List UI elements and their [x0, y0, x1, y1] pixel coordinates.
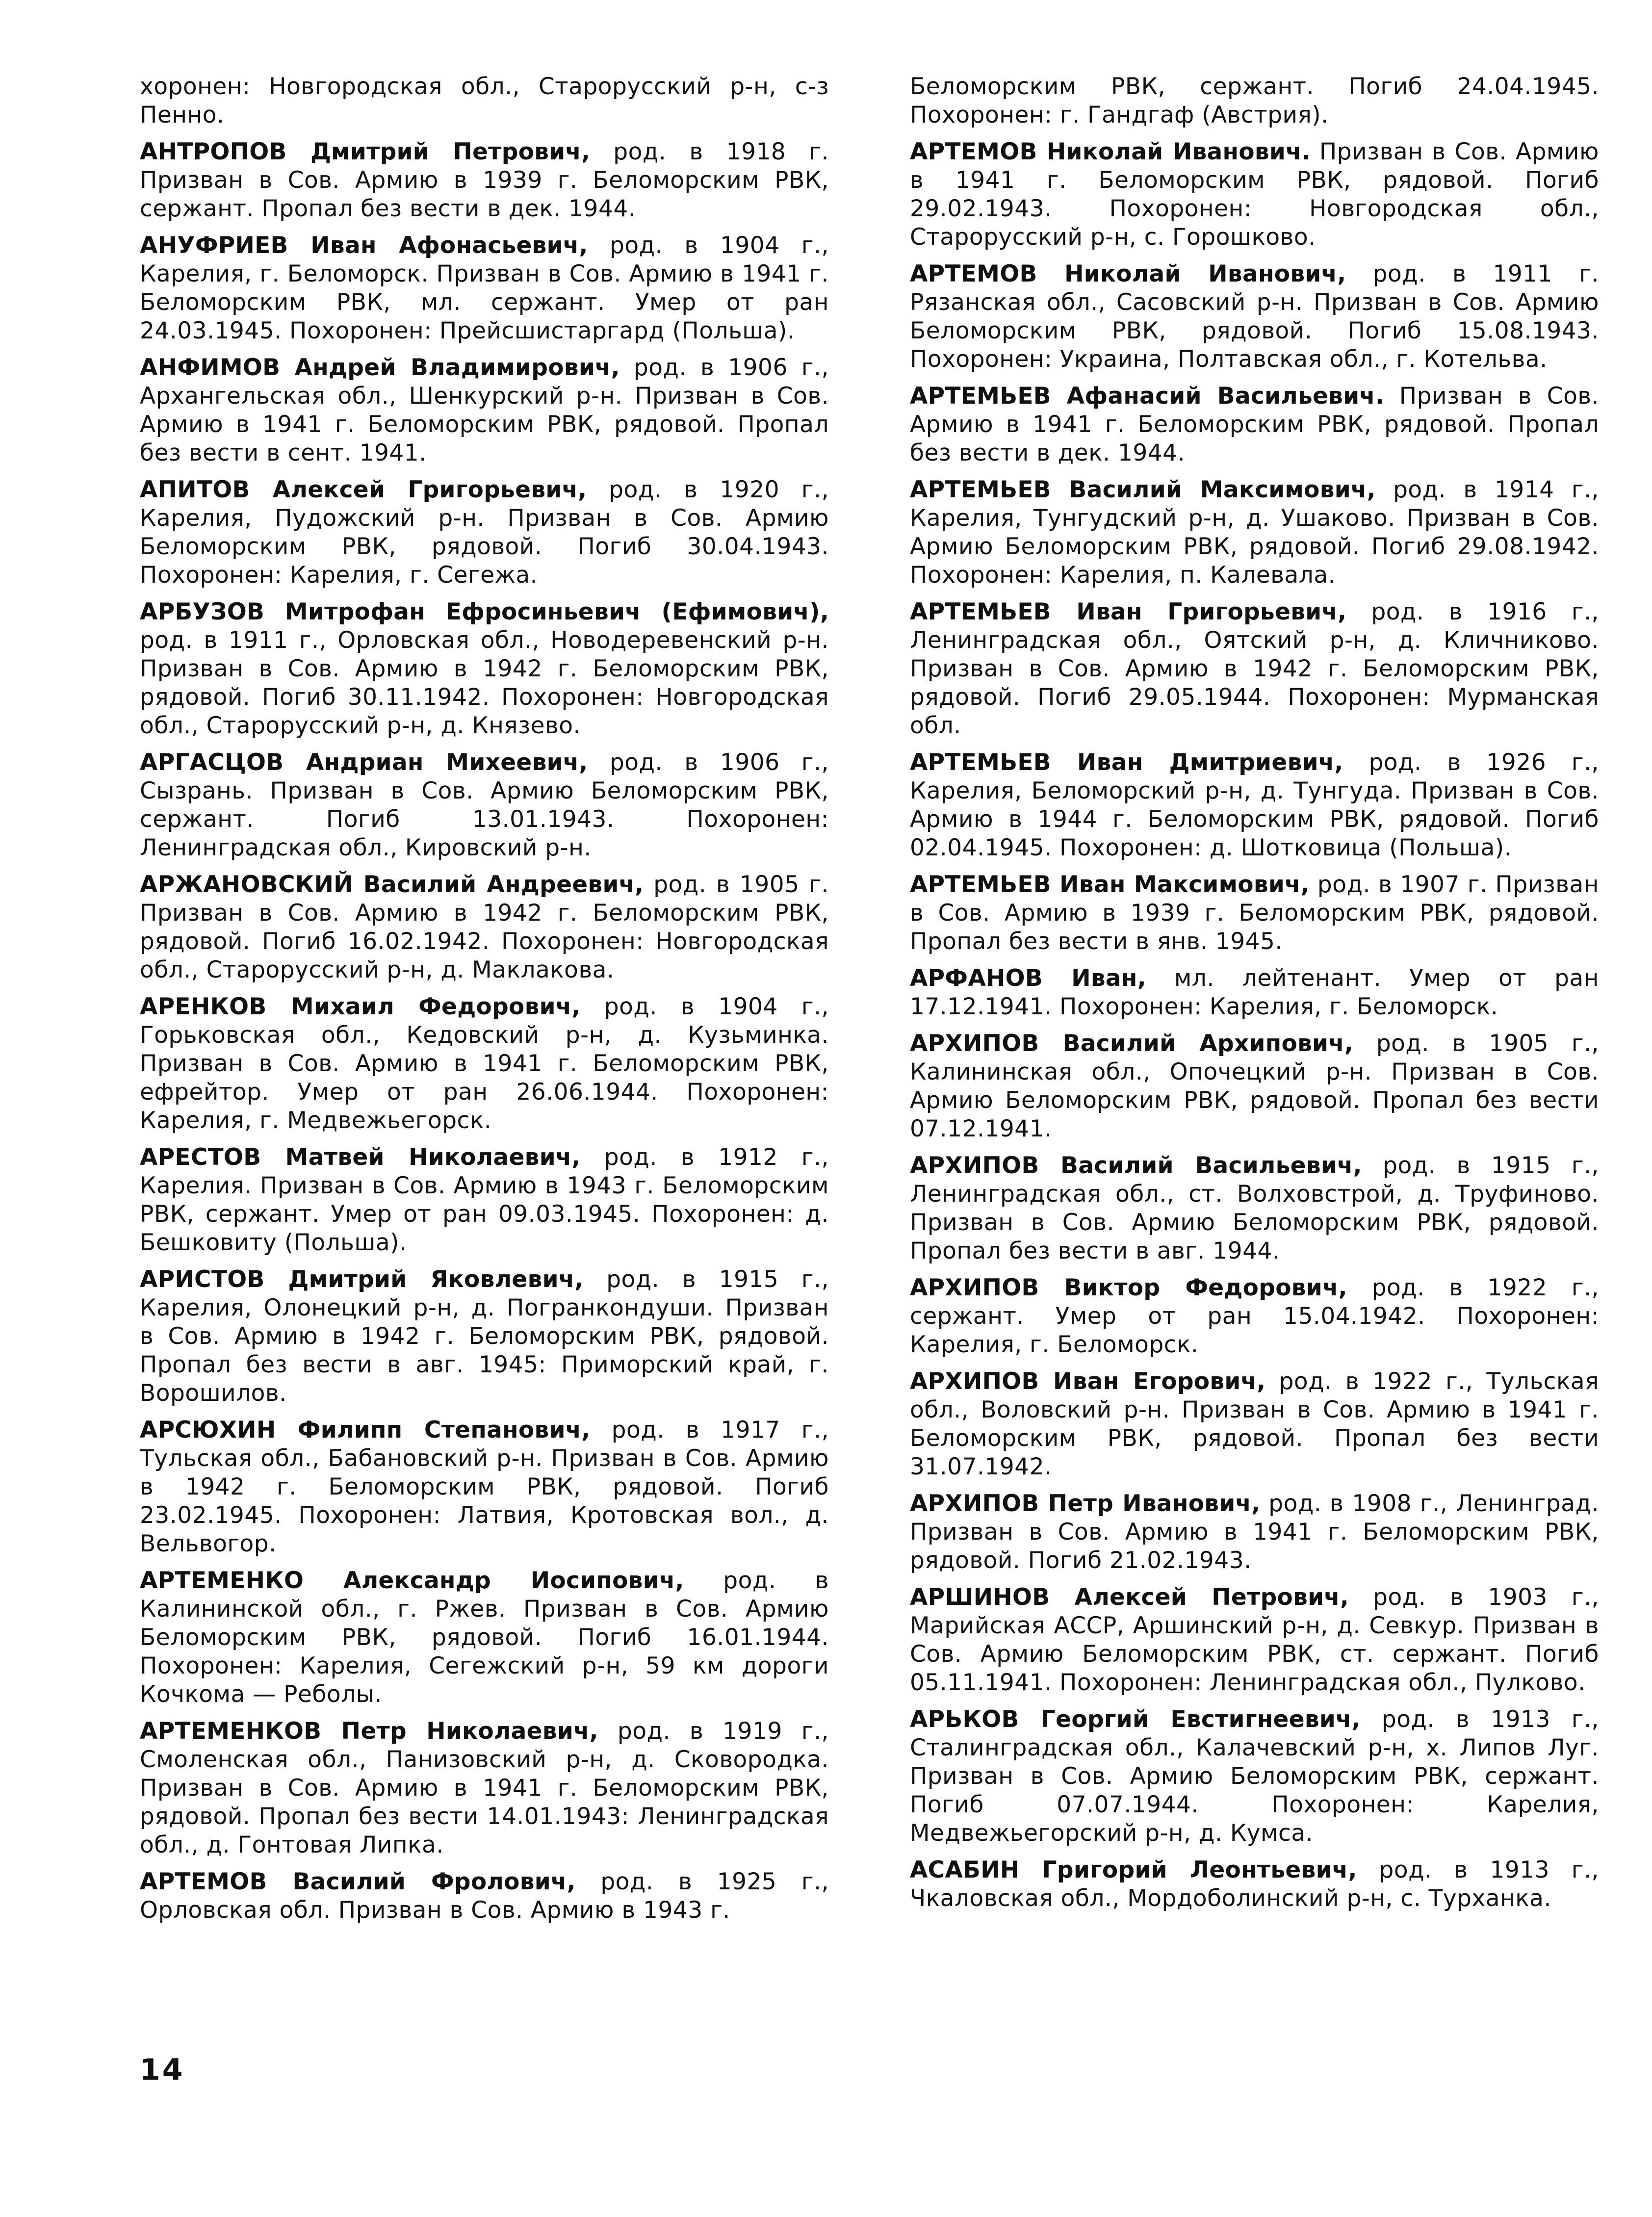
entry-text: род. в 1906 г., Сызрань. Призван в Сов. Армию Беломорским РВК, сержант. Погиб 13.01.1943. Похоронен: Ленинградская обл., Кировский р-н. [140, 749, 829, 861]
entry [910, 1856, 1599, 1913]
entry-text: род. в 1911 г. Рязанская обл., Сасовский р-н. Призван в Сов. Армию Беломорским РВК, рядовой. Погиб 15.08.1943. Похоронен: Украина, Полтавская обл., г. Котельва. [910, 260, 1600, 373]
entry-name: АРЖАНОВСКИЙ Василий Андреевич, [140, 871, 644, 898]
entry-name: АРЬКОВ Георгий Евстигнеевич, [910, 1706, 1361, 1733]
entry-text: род. в 1918 г. Призван в Сов. Армию в 1939 г. Беломорским РВК, сержант. Пропал без вести в дек. 1944. [140, 138, 829, 222]
entry-text: род. в 1925 г., Орловская обл. Призван в Сов. Армию в 1943 г. [140, 1868, 829, 1924]
entry [910, 748, 1599, 862]
entry-name: АРХИПОВ Василий Васильевич, [910, 1152, 1362, 1179]
entry-name: АРТЕМЕНКО Александр Иосипович, [140, 1567, 684, 1594]
entry-text: род. в 1911 г., Орловская обл., Новодеревенский р-н. Призван в Сов. Армию в 1942 г. Беломорским РВК, рядовой. Погиб 30.11.1942. Похоронен: Новгородская обл., Старорусский р-н, д. Князево. [140, 627, 829, 739]
entry-name: АРХИПОВ Петр Иванович, [910, 1490, 1261, 1517]
entry [140, 1416, 829, 1558]
entry [140, 138, 829, 223]
entry [910, 1274, 1599, 1359]
entry [140, 993, 829, 1135]
entry-name: АРЕСТОВ Матвей Николаевич, [140, 1144, 581, 1171]
entry-name: АРТЕМЬЕВ Афанасий Васильевич. [910, 383, 1385, 410]
entry-text: род. в 1917 г., Тульская обл., Бабановский р-н. Призван в Сов. Армию в 1942 г. Беломорским РВК, рядовой. Погиб 23.02.1945. Похоронен: Латвия, Кротовская вол., д. Вельвогор. [140, 1417, 829, 1557]
entry-name: АРТЕМОВ Николай Иванович. [910, 138, 1311, 165]
entry-text: род. в 1905 г. Призван в Сов. Армию в 1942 г. Беломорским РВК, рядовой. Погиб 16.02.1942. Похоронен: Новгородская обл., Старорусский р-н, д. Маклакова. [140, 871, 829, 983]
entry-text: Беломорским РВК, сержант. Погиб 24.04.1945. Похоронен: г. Гандгаф (Австрия). [910, 73, 1599, 129]
entry-text: род. в 1915 г., Карелия, Олонецкий р-н, д. Погранкондуши. Призван в Сов. Армию в 1942 г. Беломорским РВК, рядовой. Пропал без вести в авг. 1945: Приморский край, г. Ворошилов. [140, 1266, 829, 1407]
entry [140, 1265, 829, 1408]
entry [910, 138, 1599, 252]
entry [910, 476, 1599, 590]
entry-name: АРХИПОВ Василий Архипович, [910, 1030, 1354, 1057]
entry-name: АРСЮХИН Филипп Степанович, [140, 1417, 591, 1444]
entry [140, 1567, 829, 1709]
right-column [910, 73, 1599, 1921]
entry [910, 1583, 1599, 1697]
entry-name: АРХИПОВ Иван Егорович, [910, 1368, 1266, 1395]
entry [140, 1717, 829, 1859]
entry-name: АРТЕМЬЕВ Иван Григорьевич, [910, 598, 1347, 625]
entry-name: АРТЕМОВ Николай Иванович, [910, 260, 1346, 287]
entry [910, 260, 1599, 374]
entry-text: хоронен: Новгородская обл., Старорусский р-н, с-з Пенно. [140, 73, 829, 129]
entry [140, 748, 829, 862]
entry-text: род. в 1908 г., Ленинград. Призван в Сов. Армию в 1941 г. Беломорским РВК, рядовой. Погиб 21.02.1943. [910, 1490, 1600, 1574]
entry-text: род. в 1926 г., Карелия, Беломорский р-н, д. Тунгуда. Призван в Сов. Армию в 1944 г. Беломорским РВК, рядовой. Погиб 02.04.1945. Похоронен: д. Шотковица (Польша). [910, 749, 1599, 861]
entry-text: род. в 1920 г., Карелия, Пудожский р-н. Призван в Сов. Армию Беломорским РВК, рядовой. Погиб 30.04.1943. Похоронен: Карелия, г. Сегежа. [140, 476, 829, 589]
entry-text: род. в 1903 г., Марийская АССР, Аршинский р-н, д. Севкур. Призван в Сов. Армию Беломорским РВК, ст. сержант. Погиб 05.11.1941. Похоронен: Ленинградская обл., Пулково. [910, 1584, 1600, 1696]
entry-text: род. в 1915 г., Ленинградская обл., ст. Волховстрой, д. Труфиново. Призван в Сов. Армию Беломорским РВК, рядовой. Пропал без вести в авг. 1944. [910, 1152, 1599, 1264]
entry [910, 1367, 1599, 1481]
entry-name: АРТЕМЬЕВ Иван Максимович, [910, 871, 1310, 898]
entry [140, 1143, 829, 1257]
entry-text: род. в 1913 г., Чкаловская обл., Мордоболинский р-н, с. Турханка. [910, 1856, 1599, 1912]
entry [910, 382, 1599, 467]
entry [140, 871, 829, 984]
entry [910, 964, 1599, 1021]
entry-text: род. в 1905 г., Калининская обл., Опочецкий р-н. Призван в Сов. Армию Беломорским РВК, рядовой. Пропал без вести 07.12.1941. [910, 1030, 1599, 1142]
entry [910, 1030, 1599, 1143]
left-column [140, 73, 829, 1933]
entry [140, 232, 829, 345]
page-number: 14 [140, 2053, 185, 2087]
entry-name: АРТЕМЕНКОВ Петр Николаевич, [140, 1718, 598, 1745]
entry-name: АНУФРИЕВ Иван Афонасьевич, [140, 232, 588, 259]
entry-text: Призван в Сов. Армию в 1941 г. Беломорским РВК, рядовой. Пропал без вести в дек. 1944. [910, 383, 1599, 466]
entry-text: род. в 1914 г., Карелия, Тунгудский р-н, д. Ушаково. Призван в Сов. Армию Беломорским РВК, рядовой. Погиб 29.08.1942. Похоронен: Карелия, п. Калевала. [910, 476, 1599, 589]
entry [910, 73, 1599, 129]
entry [910, 598, 1599, 740]
entry-text: род. в 1907 г. Призван в Сов. Армию в 1939 г. Беломорским РВК, рядовой. Пропал без вести в янв. 1945. [910, 871, 1599, 955]
entry-text: мл. лейтенант. Умер от ран 17.12.1941. Похоронен: Карелия, г. Беломорск. [910, 965, 1599, 1020]
entry-text: род. в 1922 г., сержант. Умер от ран 15.04.1942. Похоронен: Карелия, г. Беломорск. [910, 1274, 1599, 1358]
entry-text: род. в 1916 г., Ленинградская обл., Оятский р-н, д. Кличниково. Призван в Сов. Армию в 1942 г. Беломорским РВК, рядовой. Погиб 29.05.1944. Похоронен: Мурманская обл. [910, 598, 1599, 739]
entry-name: АРХИПОВ Виктор Федорович, [910, 1274, 1347, 1301]
entry-text: Призван в Сов. Армию в 1941 г. Беломорским РВК, рядовой. Погиб 29.02.1943. Похоронен: Новгородская обл., Старорусский р-н, с. Горошково. [910, 138, 1600, 251]
entry [910, 1490, 1599, 1575]
entry-name: АНТРОПОВ Дмитрий Петрович, [140, 138, 591, 165]
entry [140, 73, 829, 129]
entry-name: АПИТОВ Алексей Григорьевич, [140, 476, 587, 503]
entry-name: АРБУЗОВ Митрофан Ефросиньевич (Ефимович), [140, 598, 829, 625]
entry [910, 1705, 1599, 1848]
entry [140, 476, 829, 590]
entry [910, 1152, 1599, 1265]
entry-text: род. в 1904 г., Карелия, г. Беломорск. Призван в Сов. Армию в 1941 г. Беломорским РВК, мл. сержант. Умер от ран 24.03.1945. Похоронен: Прейсшистаргард (Польша). [140, 232, 829, 344]
entry-text: род. в 1912 г., Карелия. Призван в Сов. Армию в 1943 г. Беломорским РВК, сержант. Умер от ран 09.03.1945. Похоронен: д. Бешковиту (Польша). [140, 1144, 829, 1256]
entry-name: АРШИНОВ Алексей Петрович, [910, 1584, 1349, 1611]
entry-text: род. в 1904 г., Горьковская обл., Кедовский р-н, д. Кузьминка. Призван в Сов. Армию в 1941 г. Беломорским РВК, ефрейтор. Умер от ран 26.06.1944. Похоронен: Карелия, г. Медвежьегорск. [140, 993, 829, 1134]
entry-name: АСАБИН Григорий Леонтьевич, [910, 1856, 1357, 1883]
entry-text: род. в Калининской обл., г. Ржев. Призван в Сов. Армию Беломорским РВК, рядовой. Погиб 16.01.1944. Похоронен: Карелия, Сегежский р-н, 59 км дороги Кочкома — Реболы. [140, 1567, 829, 1708]
entry-name: АРТЕМОВ Василий Фролович, [140, 1868, 576, 1895]
entry [140, 1868, 829, 1925]
entry-name: АРФАНОВ Иван, [910, 965, 1146, 992]
entry-text: род. в 1922 г., Тульская обл., Воловский р-н. Призван в Сов. Армию в 1941 г. Беломорским РВК, рядовой. Пропал без вести 31.07.1942. [910, 1368, 1599, 1480]
entry-name: АНФИМОВ Андрей Владимирович, [140, 354, 620, 381]
entry-name: АРТЕМЬЕВ Василий Максимович, [910, 476, 1376, 503]
entry-name: АРЕНКОВ Михаил Федорович, [140, 993, 581, 1020]
entry-text: род. в 1919 г., Смоленская обл., Панизовский р-н, д. Сковородка. Призван в Сов. Армию в 1941 г. Беломорским РВК, рядовой. Пропал без вести 14.01.1943: Ленинградская обл., д. Гонтовая Липка. [140, 1718, 829, 1858]
entry [140, 598, 829, 740]
entry [140, 354, 829, 467]
entry-text: род. в 1913 г., Сталинградская обл., Калачевский р-н, х. Липов Луг. Призван в Сов. Армию Беломорским РВК, сержант. Погиб 07.07.1944. Похоронен: Карелия, Медвежьегорский р-н, д. Кумса. [910, 1706, 1599, 1847]
entry [910, 871, 1599, 956]
entry-name: АРИСТОВ Дмитрий Яковлевич, [140, 1266, 584, 1293]
entry-text: род. в 1906 г., Архангельская обл., Шенкурский р-н. Призван в Сов. Армию в 1941 г. Беломорским РВК, рядовой. Пропал без вести в сент. 1941. [140, 354, 829, 466]
entry-name: АРГАСЦОВ Андриан Михеевич, [140, 749, 588, 776]
entry-name: АРТЕМЬЕВ Иван Дмитриевич, [910, 749, 1343, 776]
